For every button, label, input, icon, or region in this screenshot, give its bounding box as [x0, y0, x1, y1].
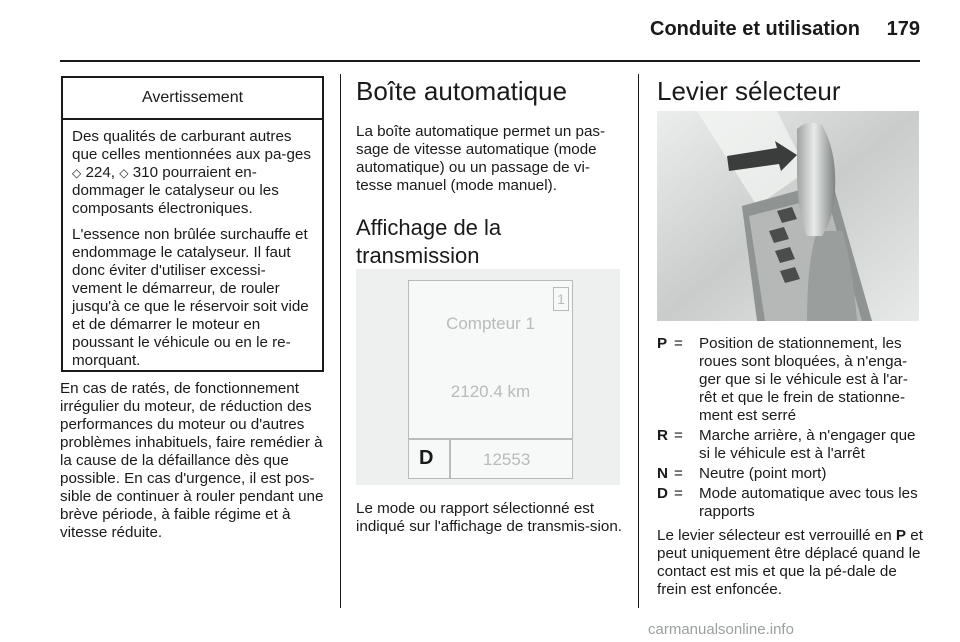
definition-key: N [657, 465, 668, 482]
subsection-heading-transmission-display: Affichage de la transmission [356, 215, 502, 268]
warning-paragraph-1 [72, 128, 313, 218]
lever-lock-paragraph [657, 527, 923, 599]
warning-paragraph-2: L'essence non brûlée surchauffe et endommage le catalyseur. Il faut donc éviter d'utiliser excessi-vement le démarreur, de rouler jusqu'à ce que le réservoir soit vide et de démarrer le moteur en poussant le véhicule ou en le re-morquant. [72, 226, 309, 369]
definition-text: Marche arrière, à n'engager que si le véhicule est à l'arrêt [699, 427, 916, 462]
page-reference-link[interactable]: 224, [81, 164, 120, 181]
instrument-display [408, 280, 573, 479]
definition-text: Mode automatique avec tous les rapports [699, 485, 918, 520]
definition-equals: = [674, 465, 683, 482]
transmission-intro-paragraph: La boîte automatique permet un pas-sage de vitesse automatique (mode automatique) ou un passage de vi-tesse manuel (mode manuel). [356, 123, 606, 194]
page-reference-link[interactable]: 310 [128, 164, 159, 181]
trip-distance: 2120.4 km [450, 382, 531, 401]
trip-counter-label: Compteur 1 [446, 314, 535, 333]
header-rule [60, 60, 920, 62]
page-number: 179 [886, 18, 920, 40]
gear-indicator: D [419, 447, 434, 469]
section-heading-selector-lever: Levier sélecteur [657, 76, 841, 106]
park-key: P [895, 527, 907, 544]
gear-lever-illustration [657, 111, 919, 321]
selector-lever-photo [657, 111, 919, 321]
display-divider [409, 438, 572, 440]
page-reference-icon: ◇ [72, 166, 82, 180]
warning-text: pourraient en-dommager le catalyseur ou les composants électroniques. [72, 164, 279, 217]
definition-row-reverse [657, 427, 921, 463]
definition-equals: = [674, 485, 683, 502]
display-divider [449, 439, 451, 478]
definition-row-neutral [657, 465, 921, 483]
paragraph-text: et peut uniquement être déplacé quand le contact est mis et que la pé-dale de frein est enfoncée. [657, 527, 923, 598]
column-divider-right [638, 74, 639, 608]
transmission-display-figure [356, 269, 620, 485]
gear-definitions-list [657, 335, 921, 523]
section-heading-automatic-transmission: Boîte automatique [356, 76, 568, 106]
definition-key: R [657, 427, 668, 444]
warning-text: Des qualités de carburant autres que celles mentionnées aux pa-ges [72, 128, 311, 163]
definition-row-drive [657, 485, 921, 521]
warning-box [61, 76, 324, 372]
paragraph-text: Le levier sélecteur est verrouillé en [657, 527, 896, 544]
column-divider-left [340, 74, 341, 608]
warning-heading: Avertissement [63, 78, 322, 120]
definition-key: D [657, 485, 668, 502]
chapter-title: Conduite et utilisation [650, 18, 860, 40]
definition-text: Position de stationnement, les roues sont bloquées, à n'enga-ger que si le véhicule est à l'ar-rêt et que le frein de stationne-ment est serré [699, 335, 908, 424]
definition-row-park [657, 335, 921, 425]
definition-equals: = [674, 427, 683, 444]
definition-equals: = [674, 335, 683, 352]
display-caption: Le mode ou rapport sélectionné est indiqué sur l'affichage de transmis-sion. [356, 500, 623, 535]
definition-text: Neutre (point mort) [699, 465, 827, 482]
misfire-paragraph: En cas de ratés, de fonctionnement irrégulier du moteur, de réduction des performances du moteur ou d'autres problèmes inhabituels, faire remédier à la cause de la défaillance dès que possible. En cas d'urgence, il est pos-sible de continuer à rouler pendant une brève période, à faible régime et à vitesse réduite. [60, 380, 324, 541]
definition-key: P [657, 335, 668, 352]
warning-body [63, 120, 322, 370]
page-reference-icon: ◇ [119, 166, 129, 180]
display-page-indicator: 1 [553, 287, 569, 311]
watermark: carmanualsonline.info [648, 621, 794, 638]
odometer-reading: 12553 [483, 450, 531, 469]
